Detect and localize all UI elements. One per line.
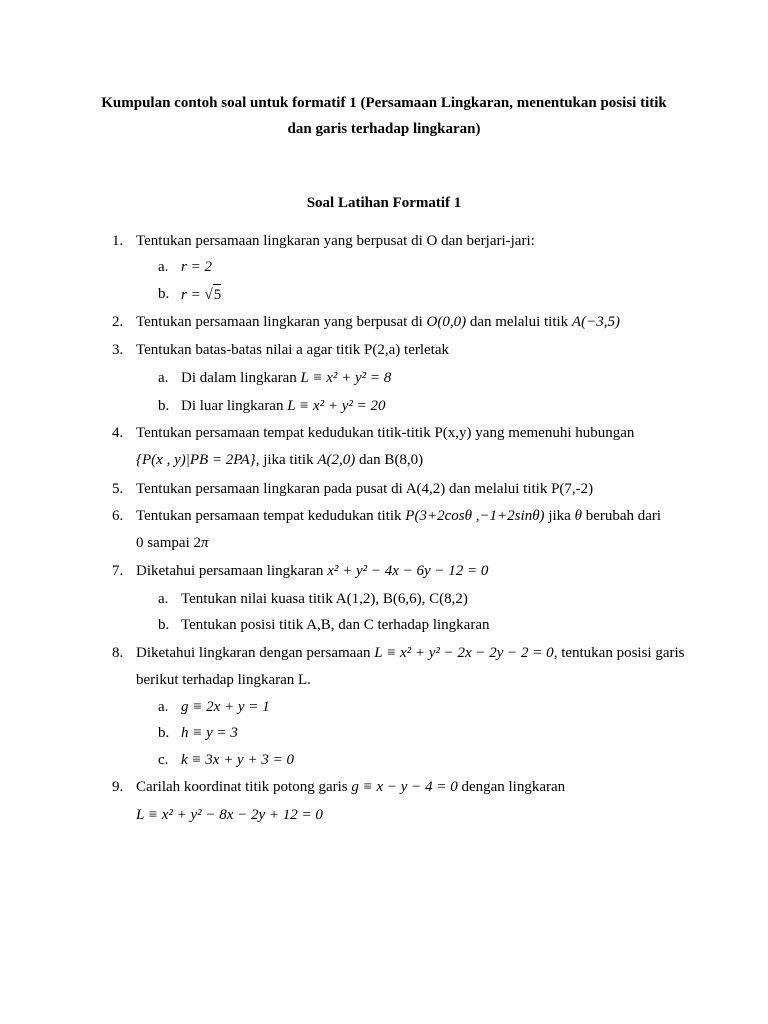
math-symbol: π	[201, 535, 209, 551]
question-number: 9.	[112, 779, 124, 795]
question-number: 2.	[112, 314, 124, 330]
question-text: Tentukan persamaan lingkaran pada pusat di A(4,2) dan melalui titik P(7,-2)	[136, 481, 594, 497]
option-text: Di luar lingkaran L ≡ x² + y² = 20	[181, 398, 386, 414]
option-label: a.	[158, 259, 169, 275]
option-text: Tentukan nilai kuasa titik A(1,2), B(6,6), C(8,2)	[181, 591, 468, 607]
question-text: Tentukan persamaan tempat kedudukan titik P(3+2cosθ ,−1+2sinθ) jika θ berubah dari	[136, 508, 662, 524]
document-title	[80, 90, 688, 142]
question-number: 8.	[112, 645, 124, 661]
math-expression: L ≡ x² + y² − 8x − 2y + 12 = 0	[136, 807, 323, 823]
math-expression: x² + y² − 4x − 6y − 12 = 0	[327, 563, 489, 579]
math-expression: g ≡ 2x + y = 1	[181, 699, 270, 715]
title-line-2: dan garis terhadap lingkaran)	[287, 121, 481, 137]
math-expression: L ≡ x² + y² − 2x − 2y − 2 = 0	[374, 645, 554, 661]
math-expression: A(2,0)	[317, 452, 356, 468]
math-expression: g ≡ x − y − 4 = 0	[351, 779, 458, 795]
math-radicand: 5	[213, 284, 222, 305]
math-expression: h ≡ y = 3	[181, 725, 238, 741]
question-text: Tentukan persamaan lingkaran yang berpusat di O dan berjari-jari:	[136, 233, 535, 249]
math-expression: L ≡ x² + y² = 8	[300, 370, 392, 386]
math-expression: (8,0)	[394, 452, 424, 468]
question-text: Diketahui lingkaran dengan persamaan L ≡ x² + y² − 2x − 2y − 2 = 0, tentukan posisi garis	[136, 645, 685, 661]
question-number: 4.	[112, 425, 124, 441]
option-label: b.	[158, 398, 170, 414]
question-text: Diketahui persamaan lingkaran x² + y² − 4x − 6y − 12 = 0	[136, 563, 489, 579]
option-text: Di dalam lingkaran L ≡ x² + y² = 8	[181, 370, 392, 386]
option-label: b.	[158, 286, 170, 302]
math-expression: r = 2	[181, 259, 212, 275]
question-number: 7.	[112, 563, 124, 579]
math-expression: P(3+2cosθ ,−1+2sinθ)	[405, 508, 545, 524]
math-symbol: θ	[574, 508, 582, 524]
question-number: 5.	[112, 481, 124, 497]
question-text-continuation: 0 sampai 2π	[136, 535, 209, 551]
question-text: Tentukan batas-batas nilai a agar titik P(2,a) terletak	[136, 342, 449, 358]
question-text-continuation: {P(x , y)|PB = 2PA}, jika titik A(2,0) dan B(8,0)	[136, 452, 424, 468]
math-expression: {P(x , y)|PB = 2PA}	[136, 452, 256, 468]
math-expression: L ≡ x² + y² = 20	[287, 398, 386, 414]
math-expression: k ≡ 3x + y + 3 = 0	[181, 752, 294, 768]
question-number: 6.	[112, 508, 124, 524]
question-text: Carilah koordinat titik potong garis g ≡ x − y − 4 = 0 dengan lingkaran	[136, 779, 566, 795]
question-number: 3.	[112, 342, 124, 358]
title-line-1: Kumpulan contoh soal untuk formatif 1 (Persamaan Lingkaran, menentukan posisi titik	[101, 95, 667, 111]
question-text-continuation: berikut terhadap lingkaran L.	[136, 672, 311, 688]
question-number: 1.	[112, 233, 124, 249]
option-label: c.	[158, 752, 169, 768]
math-expression: O(0,0)	[426, 314, 467, 330]
math-radical-prefix: r = √	[181, 287, 213, 303]
option-label: b.	[158, 725, 170, 741]
question-text: Tentukan persamaan tempat kedudukan titik-titik P(x,y) yang memenuhi hubungan	[136, 425, 635, 441]
section-heading: Soal Latihan Formatif 1	[306, 195, 462, 211]
option-label: a.	[158, 591, 169, 607]
option-label: a.	[158, 699, 169, 715]
math-expression: A(−3,5)	[571, 314, 620, 330]
question-text: Tentukan persamaan lingkaran yang berpusat di O(0,0) dan melalui titik A(−3,5)	[136, 314, 620, 330]
option-text: Tentukan posisi titik A,B, dan C terhadap lingkaran	[181, 617, 490, 633]
option-label: b.	[158, 617, 170, 633]
option-label: a.	[158, 370, 169, 386]
math-expression	[181, 284, 221, 305]
